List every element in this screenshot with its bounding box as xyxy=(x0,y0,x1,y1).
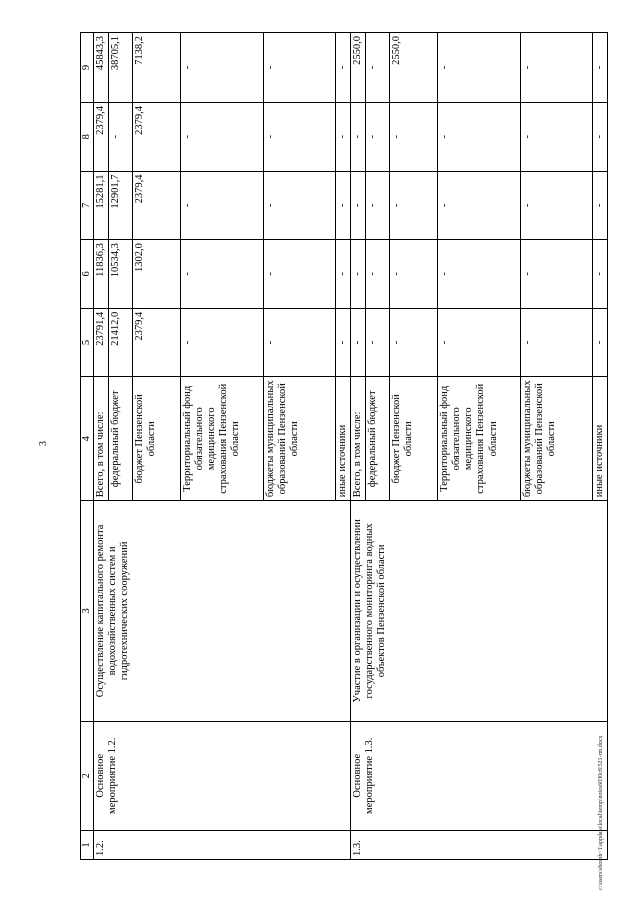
funding-source-cell: Территориальный фонд обязательного медицинского страхования Пензенской области xyxy=(181,377,264,501)
value-cell-v9: 2550,0 xyxy=(351,33,366,103)
header-cell: 7 xyxy=(81,171,94,240)
value-cell-v6: - xyxy=(366,240,390,309)
value-cell-v6: - xyxy=(181,240,264,309)
header-cell: 8 xyxy=(81,102,94,171)
value-cell-v5: - xyxy=(438,308,521,377)
value-cell-v6: 10534,3 xyxy=(109,240,133,309)
value-cell-v9: - xyxy=(438,33,521,103)
value-cell-v9: 2550,0 xyxy=(390,33,438,103)
value-cell-v7: - xyxy=(264,171,336,240)
value-cell-v8: - xyxy=(336,102,351,171)
value-cell-v8: - xyxy=(181,102,264,171)
funding-source-cell: бюджеты муниципальных образований Пензенской области xyxy=(264,377,336,501)
value-cell-v6: - xyxy=(264,240,336,309)
value-cell-v6: - xyxy=(438,240,521,309)
funding-source-cell: Всего, в том числе: xyxy=(351,377,366,501)
funding-source-cell: федеральный бюджет xyxy=(109,377,133,501)
value-cell-v7: - xyxy=(438,171,521,240)
header-cell: 1 xyxy=(81,830,94,859)
value-cell-v8: - xyxy=(264,102,336,171)
value-cell-v6: - xyxy=(351,240,366,309)
value-cell-v9: - xyxy=(181,33,264,103)
value-cell-v5: - xyxy=(593,308,608,377)
header-cell: 5 xyxy=(81,308,94,377)
value-cell-v7: - xyxy=(593,171,608,240)
funding-source-cell: бюджеты муниципальных образований Пензенской области xyxy=(521,377,593,501)
value-cell-v5: - xyxy=(336,308,351,377)
funding-source-cell: федеральный бюджет xyxy=(366,377,390,501)
value-cell-v5: - xyxy=(181,308,264,377)
item-number-cell: 1.3. xyxy=(351,830,608,859)
value-cell-v6: - xyxy=(521,240,593,309)
value-cell-v7: 15281,1 xyxy=(94,171,109,240)
page-number: 3 xyxy=(38,441,49,446)
value-cell-v7: 2379,4 xyxy=(133,171,181,240)
value-cell-v9: - xyxy=(366,33,390,103)
funding-source-cell: бюджет Пензенской области xyxy=(133,377,181,501)
value-cell-v6: - xyxy=(390,240,438,309)
value-cell-v6: 1302,0 xyxy=(133,240,181,309)
value-cell-v9: - xyxy=(264,33,336,103)
header-cell: 3 xyxy=(81,501,94,721)
footer-file-path: c:\users\sboroh~1\appdata\local\temp\notes6030c8\521-rm.docx xyxy=(598,735,604,890)
event-description-cell: Осуществление капитального ремонта водохозяйственных систем и гидротехнических сооружений xyxy=(94,501,351,721)
event-name-cell: Основное мероприятие 1.3. xyxy=(351,721,608,830)
value-cell-v9: 38705,1 xyxy=(109,33,133,103)
value-cell-v7: - xyxy=(366,171,390,240)
funding-table xyxy=(80,32,608,860)
value-cell-v8: - xyxy=(366,102,390,171)
item-number-cell: 1.2. xyxy=(94,830,351,859)
value-cell-v5: - xyxy=(390,308,438,377)
value-cell-v5: 23791,4 xyxy=(94,308,109,377)
value-cell-v8: 2379,4 xyxy=(94,102,109,171)
funding-source-cell: Всего, в том числе: xyxy=(94,377,109,501)
value-cell-v8: 2379,4 xyxy=(133,102,181,171)
value-cell-v5: - xyxy=(264,308,336,377)
event-description-cell: Участие в организации и осуществлении государственного мониторинга водных объектов Пензенской области xyxy=(351,501,608,721)
header-cell: 6 xyxy=(81,240,94,309)
value-cell-v5: - xyxy=(366,308,390,377)
value-cell-v9: - xyxy=(336,33,351,103)
value-cell-v9: - xyxy=(521,33,593,103)
value-cell-v7: 12901,7 xyxy=(109,171,133,240)
value-cell-v7: - xyxy=(181,171,264,240)
value-cell-v7: - xyxy=(336,171,351,240)
table-row xyxy=(351,33,366,860)
header-cell: 4 xyxy=(81,377,94,501)
value-cell-v5: - xyxy=(521,308,593,377)
value-cell-v7: - xyxy=(390,171,438,240)
header-row xyxy=(81,33,94,860)
value-cell-v9: 7138,2 xyxy=(133,33,181,103)
funding-source-cell: Территориальный фонд обязательного медицинского страхования Пензенской области xyxy=(438,377,521,501)
funding-source-cell: иные источники xyxy=(593,377,608,501)
rotated-table-wrapper xyxy=(80,32,607,860)
value-cell-v9: - xyxy=(593,33,608,103)
value-cell-v8: - xyxy=(593,102,608,171)
value-cell-v8: - xyxy=(438,102,521,171)
value-cell-v8: - xyxy=(390,102,438,171)
value-cell-v8: - xyxy=(351,102,366,171)
value-cell-v5: 2379,4 xyxy=(133,308,181,377)
table-row xyxy=(94,33,109,860)
table-body xyxy=(81,33,608,860)
value-cell-v5: 21412,0 xyxy=(109,308,133,377)
value-cell-v7: - xyxy=(351,171,366,240)
funding-source-cell: иные источники xyxy=(336,377,351,501)
value-cell-v7: - xyxy=(521,171,593,240)
value-cell-v8: - xyxy=(109,102,133,171)
header-cell: 2 xyxy=(81,721,94,830)
value-cell-v9: 45843,3 xyxy=(94,33,109,103)
event-name-cell: Основное мероприятие 1.2. xyxy=(94,721,351,830)
header-cell: 9 xyxy=(81,33,94,103)
value-cell-v6: - xyxy=(336,240,351,309)
funding-source-cell: бюджет Пензенской области xyxy=(390,377,438,501)
value-cell-v5: - xyxy=(351,308,366,377)
value-cell-v8: - xyxy=(521,102,593,171)
value-cell-v6: - xyxy=(593,240,608,309)
value-cell-v6: 11836,3 xyxy=(94,240,109,309)
